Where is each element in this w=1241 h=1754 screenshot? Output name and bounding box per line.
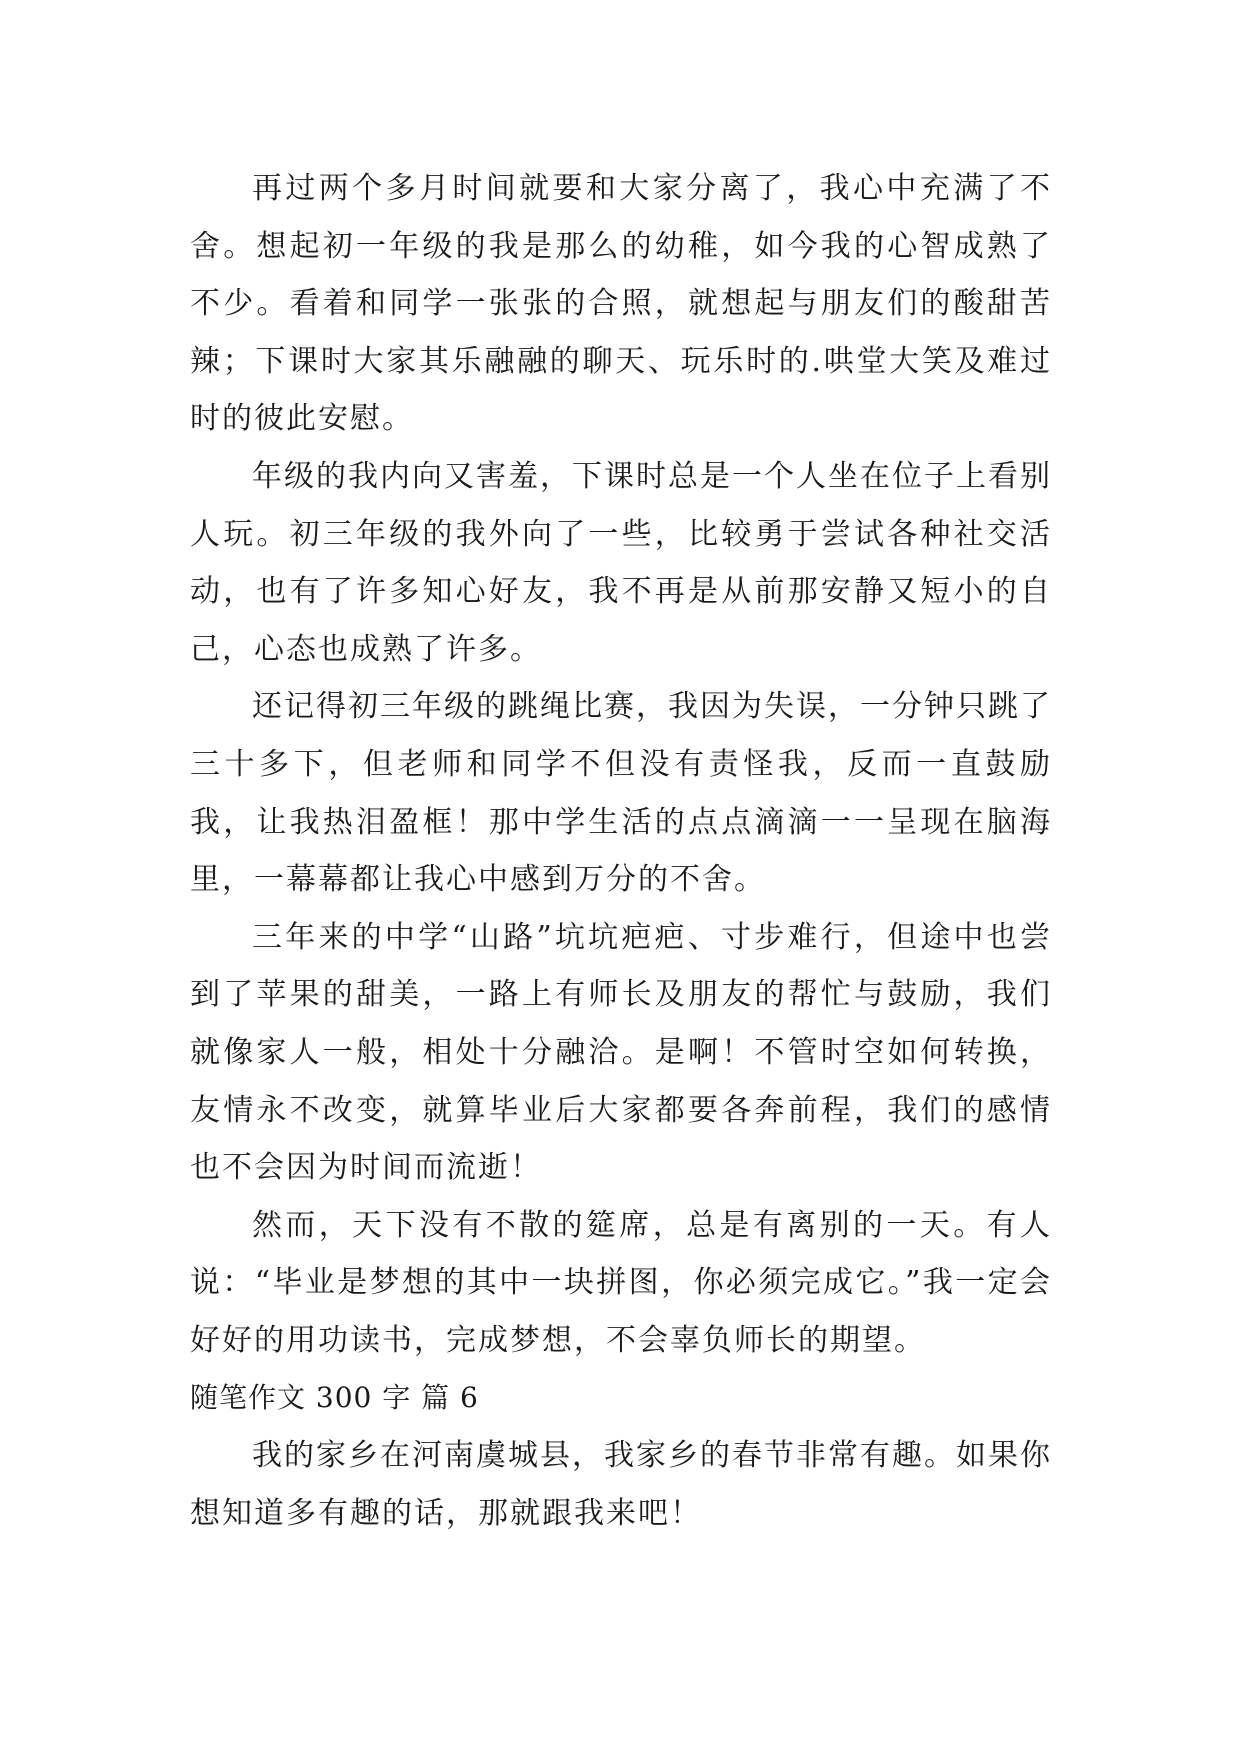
paragraph: 我的家乡在河南虞城县，我家乡的春节非常有趣。如果你想知道多有趣的话，那就跟我来吧！ xyxy=(190,1438,1052,1531)
paragraph: 年级的我内向又害羞，下课时总是一个人坐在位子上看别人玩。初三年级的我外向了一些，比较勇于尝试各种社交活动，也有了许多知心好友，我不再是从前那安静又短小的自己，心态也成熟了许多。 xyxy=(190,458,1052,667)
document-page xyxy=(190,160,1052,1542)
section-heading: 随笔作文 300 字 篇 6 xyxy=(190,1381,479,1415)
paragraph: 还记得初三年级的跳绳比赛，我因为失误，一分钟只跳了三十多下，但老师和同学不但没有责怪我，反而一直鼓励我，让我热泪盈框！那中学生活的点点滴滴一一呈现在脑海里，一幕幕都让我心中感到万分的不舍。 xyxy=(190,689,1052,898)
paragraph: 三年来的中学“山路”坑坑疤疤、寸步难行，但途中也尝到了苹果的甜美，一路上有师长及朋友的帮忙与鼓励，我们就像家人一般，相处十分融洽。是啊！不管时空如何转换，友情永不改变，就算毕业后大家都要各奔前程，我们的感情也不会因为时间而流逝！ xyxy=(190,919,1052,1186)
paragraph: 然而，天下没有不散的筵席，总是有离别的一天。有人说：“毕业是梦想的其中一块拼图，你必须完成它。”我一定会好好的用功读书，完成梦想，不会辜负师长的期望。 xyxy=(190,1207,1052,1358)
paragraph: 再过两个多月时间就要和大家分离了，我心中充满了不舍。想起初一年级的我是那么的幼稚，如今我的心智成熟了不少。看着和同学一张张的合照，就想起与朋友们的酸甜苦辣；下课时大家其乐融融的聊天、玩乐时的.哄堂大笑及难过时的彼此安慰。 xyxy=(190,171,1052,437)
